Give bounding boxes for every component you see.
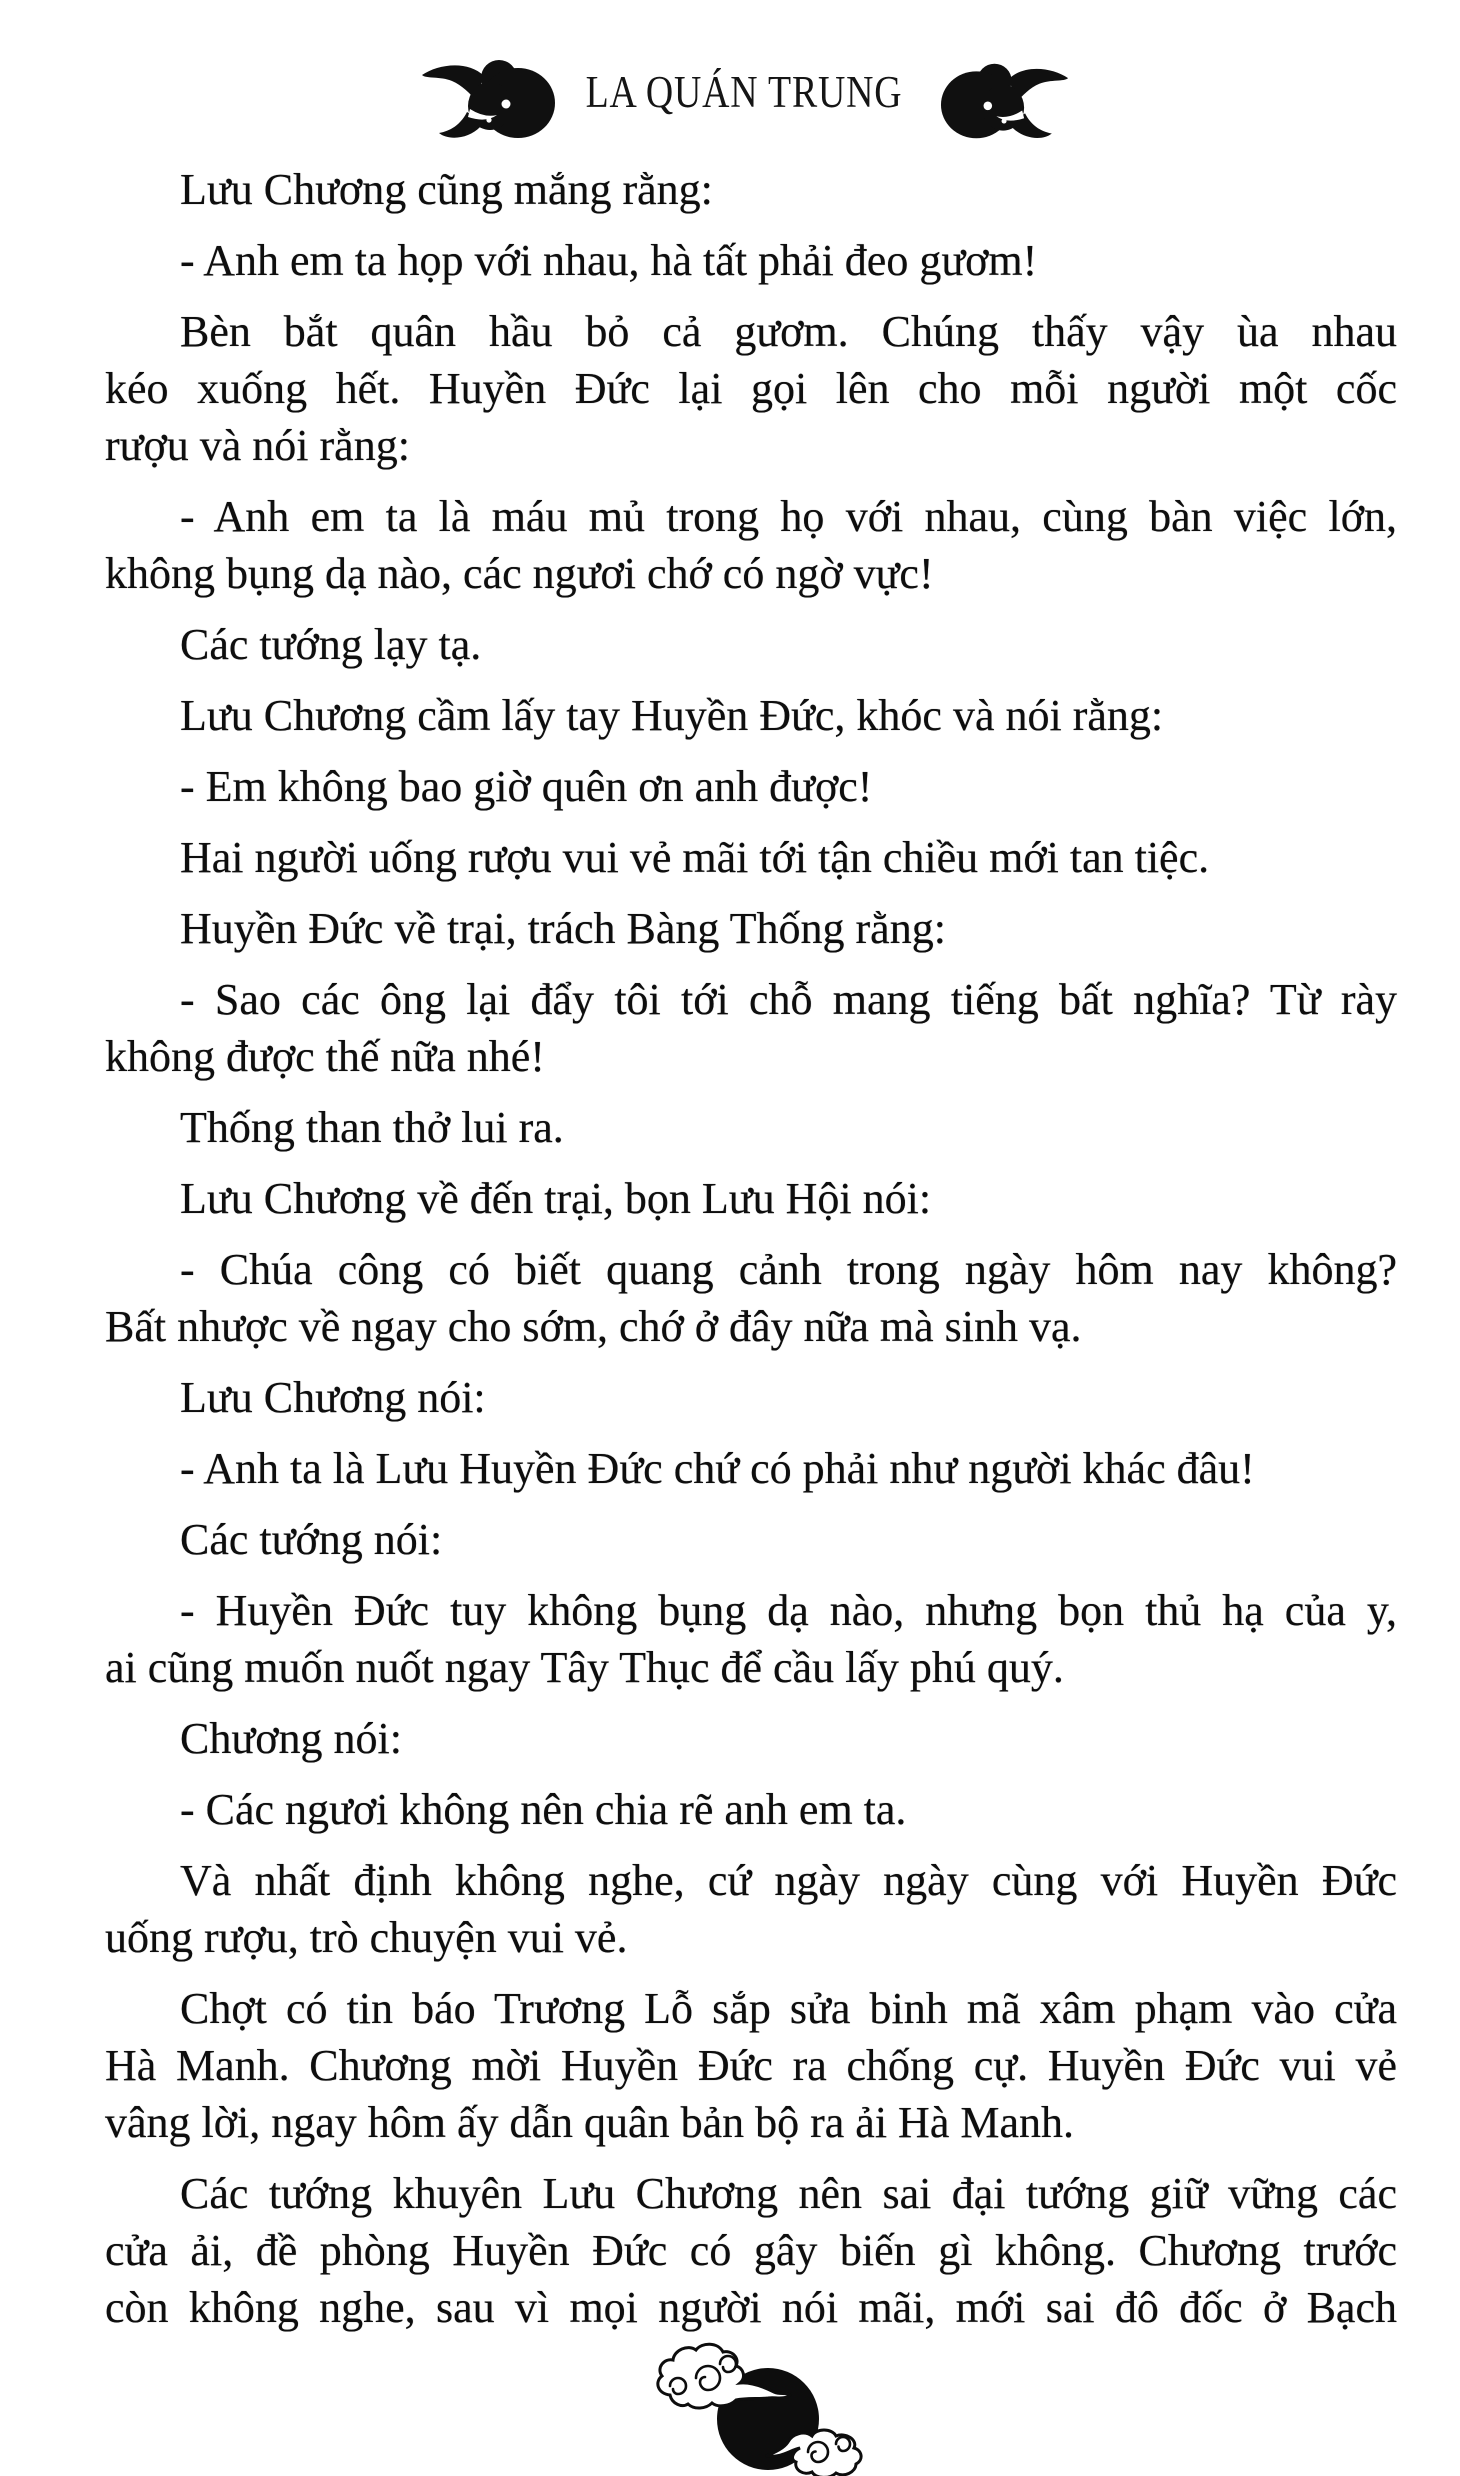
text-line: còn không nghe, sau vì mọi người nói mãi, mới sai đô đốc ở Bạch bbox=[105, 2283, 1397, 2332]
text-line: - Anh em ta là máu mủ trong họ với nhau, cùng bàn việc lớn, bbox=[180, 492, 1397, 541]
text-line: kéo xuống hết. Huyền Đức lại gọi lên cho mỗi người một cốc bbox=[105, 364, 1397, 413]
text-line: cửa ải, đề phòng Huyền Đức có gây biến gì không. Chương trước bbox=[105, 2226, 1397, 2275]
moon-cloud-ornament-icon bbox=[640, 2340, 880, 2476]
paragraph bbox=[105, 488, 1397, 602]
paragraph bbox=[105, 2165, 1397, 2336]
text-line: Chương nói: bbox=[180, 1714, 402, 1763]
text-line: Hà Manh. Chương mời Huyền Đức ra chống cự. Huyền Đức vui vẻ bbox=[105, 2041, 1397, 2090]
paragraph bbox=[105, 1099, 1397, 1156]
text-line: Lưu Chương cầm lấy tay Huyền Đức, khóc và nói rằng: bbox=[180, 691, 1164, 740]
text-line: ai cũng muốn nuốt ngay Tây Thục để cầu lấy phú quý. bbox=[105, 1643, 1064, 1692]
paragraph bbox=[105, 1582, 1397, 1696]
paragraph bbox=[105, 758, 1397, 815]
text-line: Các tướng nói: bbox=[180, 1515, 443, 1564]
text-line: vâng lời, ngay hôm ấy dẫn quân bản bộ ra ải Hà Manh. bbox=[105, 2098, 1075, 2147]
paragraph bbox=[105, 1852, 1397, 1966]
paragraph bbox=[105, 1241, 1397, 1355]
text-line: Lưu Chương cũng mắng rằng: bbox=[180, 165, 713, 214]
text-line: không bụng dạ nào, các ngươi chớ có ngờ vực! bbox=[105, 549, 934, 598]
cloud-flourish-right-icon bbox=[938, 58, 1072, 144]
text-line: - Em không bao giờ quên ơn anh được! bbox=[180, 762, 873, 811]
paragraph bbox=[105, 1980, 1397, 2151]
text-line: - Sao các ông lại đẩy tôi tới chỗ mang tiếng bất nghĩa? Từ rày bbox=[180, 975, 1397, 1024]
cloud-flourish-left-icon bbox=[418, 54, 558, 144]
text-line: Bất nhược về ngay cho sớm, chớ ở đây nữa mà sinh vạ. bbox=[105, 1302, 1082, 1351]
page-heading-author: LA QUÁN TRUNG bbox=[585, 67, 903, 117]
paragraph bbox=[105, 1710, 1397, 1767]
text-line: - Các ngươi không nên chia rẽ anh em ta. bbox=[180, 1785, 907, 1834]
text-line: uống rượu, trò chuyện vui vẻ. bbox=[105, 1913, 628, 1962]
paragraph bbox=[105, 1440, 1397, 1497]
paragraph bbox=[105, 1781, 1397, 1838]
text-line: Lưu Chương nói: bbox=[180, 1373, 486, 1422]
paragraph bbox=[105, 616, 1397, 673]
paragraph bbox=[105, 971, 1397, 1085]
text-line: Chợt có tin báo Trương Lỗ sắp sửa binh mã xâm phạm vào cửa bbox=[180, 1984, 1397, 2033]
text-line: Hai người uống rượu vui vẻ mãi tới tận chiều mới tan tiệc. bbox=[180, 833, 1210, 882]
text-line: rượu và nói rằng: bbox=[105, 421, 410, 470]
paragraph bbox=[105, 303, 1397, 474]
paragraph bbox=[105, 232, 1397, 289]
paragraph bbox=[105, 1511, 1397, 1568]
text-line: - Chúa công có biết quang cảnh trong ngày hôm nay không? bbox=[180, 1245, 1397, 1294]
text-line: Các tướng khuyên Lưu Chương nên sai đại tướng giữ vững các bbox=[180, 2169, 1397, 2218]
text-line: - Anh ta là Lưu Huyền Đức chứ có phải như người khác đâu! bbox=[180, 1444, 1255, 1493]
paragraph bbox=[105, 687, 1397, 744]
paragraph bbox=[105, 1369, 1397, 1426]
text-line: Các tướng lạy tạ. bbox=[180, 620, 482, 669]
paragraph bbox=[105, 829, 1397, 886]
text-line: - Huyền Đức tuy không bụng dạ nào, nhưng bọn thủ hạ của y, bbox=[180, 1586, 1397, 1635]
paragraph bbox=[105, 161, 1397, 218]
paragraph bbox=[105, 1170, 1397, 1227]
paragraph bbox=[105, 900, 1397, 957]
text-line: không được thế nữa nhé! bbox=[105, 1032, 545, 1081]
text-line: Huyền Đức về trại, trách Bàng Thống rằng: bbox=[180, 904, 946, 953]
text-line: Bèn bắt quân hầu bỏ cả gươm. Chúng thấy vậy ùa nhau bbox=[180, 307, 1397, 356]
text-line: - Anh em ta họp với nhau, hà tất phải đeo gươm! bbox=[180, 236, 1038, 285]
text-line: Thống than thở lui ra. bbox=[180, 1103, 564, 1152]
text-line: Và nhất định không nghe, cứ ngày ngày cùng với Huyền Đức bbox=[180, 1856, 1397, 1905]
text-line: Lưu Chương về đến trại, bọn Lưu Hội nói: bbox=[180, 1174, 932, 1223]
text-column bbox=[105, 161, 1397, 2350]
